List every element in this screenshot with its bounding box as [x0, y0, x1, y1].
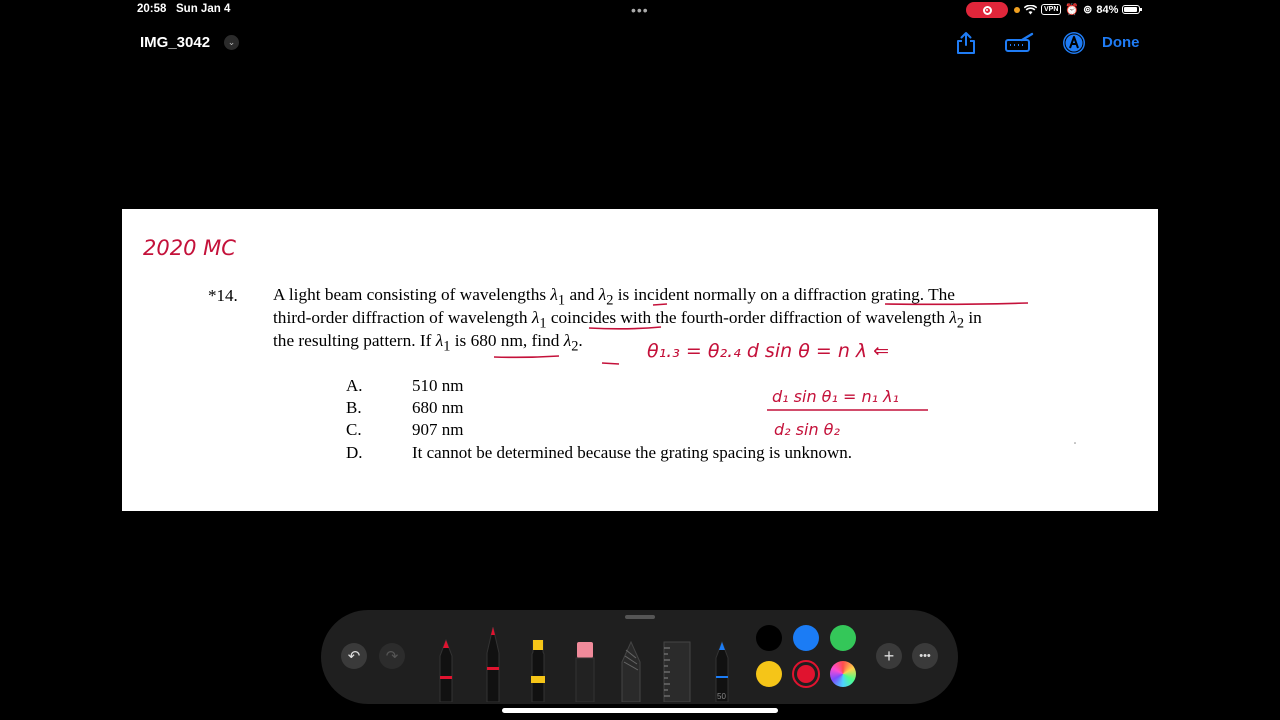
- vpn-badge: VPN: [1041, 4, 1061, 15]
- color-yellow[interactable]: [756, 661, 782, 687]
- screen-recording-indicator[interactable]: [966, 2, 1008, 18]
- color-picker-wheel-icon[interactable]: [830, 661, 856, 687]
- share-icon[interactable]: [955, 31, 977, 55]
- orientation-lock-icon: ⊚: [1083, 4, 1093, 16]
- question-number: *14.: [208, 286, 238, 305]
- option-b-letter: B.: [346, 398, 362, 417]
- option-b-text: 680 nm: [412, 398, 464, 417]
- pencil-size-label: 50: [717, 692, 726, 701]
- option-c-text: 907 nm: [412, 420, 464, 439]
- handwriting-layer: [122, 209, 1158, 511]
- fineliner-icon[interactable]: [483, 627, 503, 702]
- lasso-icon[interactable]: [620, 640, 642, 702]
- ink-dot: [1074, 442, 1076, 444]
- wifi-icon: [1024, 5, 1037, 15]
- handwriting-numerator: d₁ sin θ₁ = n₁ λ₁: [772, 387, 899, 406]
- mic-indicator-icon: [1014, 7, 1020, 13]
- question-line-3: the resulting pattern. If $\lambda_1$ is 680 nm, find $\lambda_2$.: [273, 331, 583, 355]
- underline-680nm: [494, 356, 559, 357]
- multitasking-dots-icon[interactable]: •••: [631, 2, 649, 18]
- status-indicators: [1014, 3, 1140, 16]
- toolbar-grabber[interactable]: [625, 615, 655, 619]
- underline-lambda2: [602, 363, 619, 364]
- option-d-letter: D.: [346, 443, 363, 462]
- more-options-icon[interactable]: •••: [912, 643, 938, 669]
- document-page[interactable]: [122, 209, 1158, 511]
- underline-diffraction-grating: [885, 303, 1028, 304]
- handwriting-denominator: d₂ sin θ₂: [774, 420, 840, 439]
- status-time: 20:58 Sun Jan 4: [137, 3, 231, 15]
- option-d-text: It cannot be determined because the grating spacing is unknown.: [412, 443, 852, 462]
- chevron-down-icon[interactable]: ⌄: [224, 35, 239, 50]
- document-title[interactable]: IMG_3042: [140, 34, 211, 51]
- underline-coincides: [589, 327, 661, 329]
- home-indicator[interactable]: [502, 708, 778, 713]
- question-line-1: A light beam consisting of wavelengths $\lambda_1$ and $\lambda_2$ is incident normally on a diffraction grating. The: [273, 285, 955, 309]
- undo-icon[interactable]: ↶: [341, 643, 367, 669]
- annotation-header: 2020 MC: [143, 236, 236, 260]
- option-c-letter: C.: [346, 420, 362, 439]
- add-icon[interactable]: +: [876, 643, 902, 669]
- option-a-letter: A.: [346, 376, 363, 395]
- question-line-2: third-order diffraction of wavelength $\lambda_1$ coincides with the fourth-order diffraction of wavelength $\lambda_2$ in: [273, 308, 982, 332]
- redo-icon[interactable]: ↷: [379, 643, 405, 669]
- pen-icon[interactable]: [436, 638, 456, 702]
- option-a-text: 510 nm: [412, 376, 464, 395]
- color-black[interactable]: [756, 625, 782, 651]
- battery-percent: 84%: [1096, 3, 1119, 16]
- color-green[interactable]: [830, 625, 856, 651]
- ruler-icon[interactable]: [663, 640, 691, 702]
- eraser-icon[interactable]: [574, 640, 596, 702]
- alarm-icon: ⏰: [1065, 4, 1080, 16]
- highlighter-icon[interactable]: [528, 640, 548, 702]
- handwriting-equation: θ₁.₃ = θ₂.₄ d sin θ = n λ ⇐: [647, 340, 890, 362]
- markup-ruler-icon[interactable]: [1004, 32, 1034, 54]
- markup-pen-icon[interactable]: [1062, 31, 1086, 55]
- color-red-selected[interactable]: [792, 660, 820, 688]
- color-blue[interactable]: [793, 625, 819, 651]
- record-icon: [983, 6, 992, 15]
- battery-icon: [1122, 5, 1140, 14]
- done-button[interactable]: Done: [1102, 34, 1140, 51]
- mark-lambda2: [653, 304, 667, 305]
